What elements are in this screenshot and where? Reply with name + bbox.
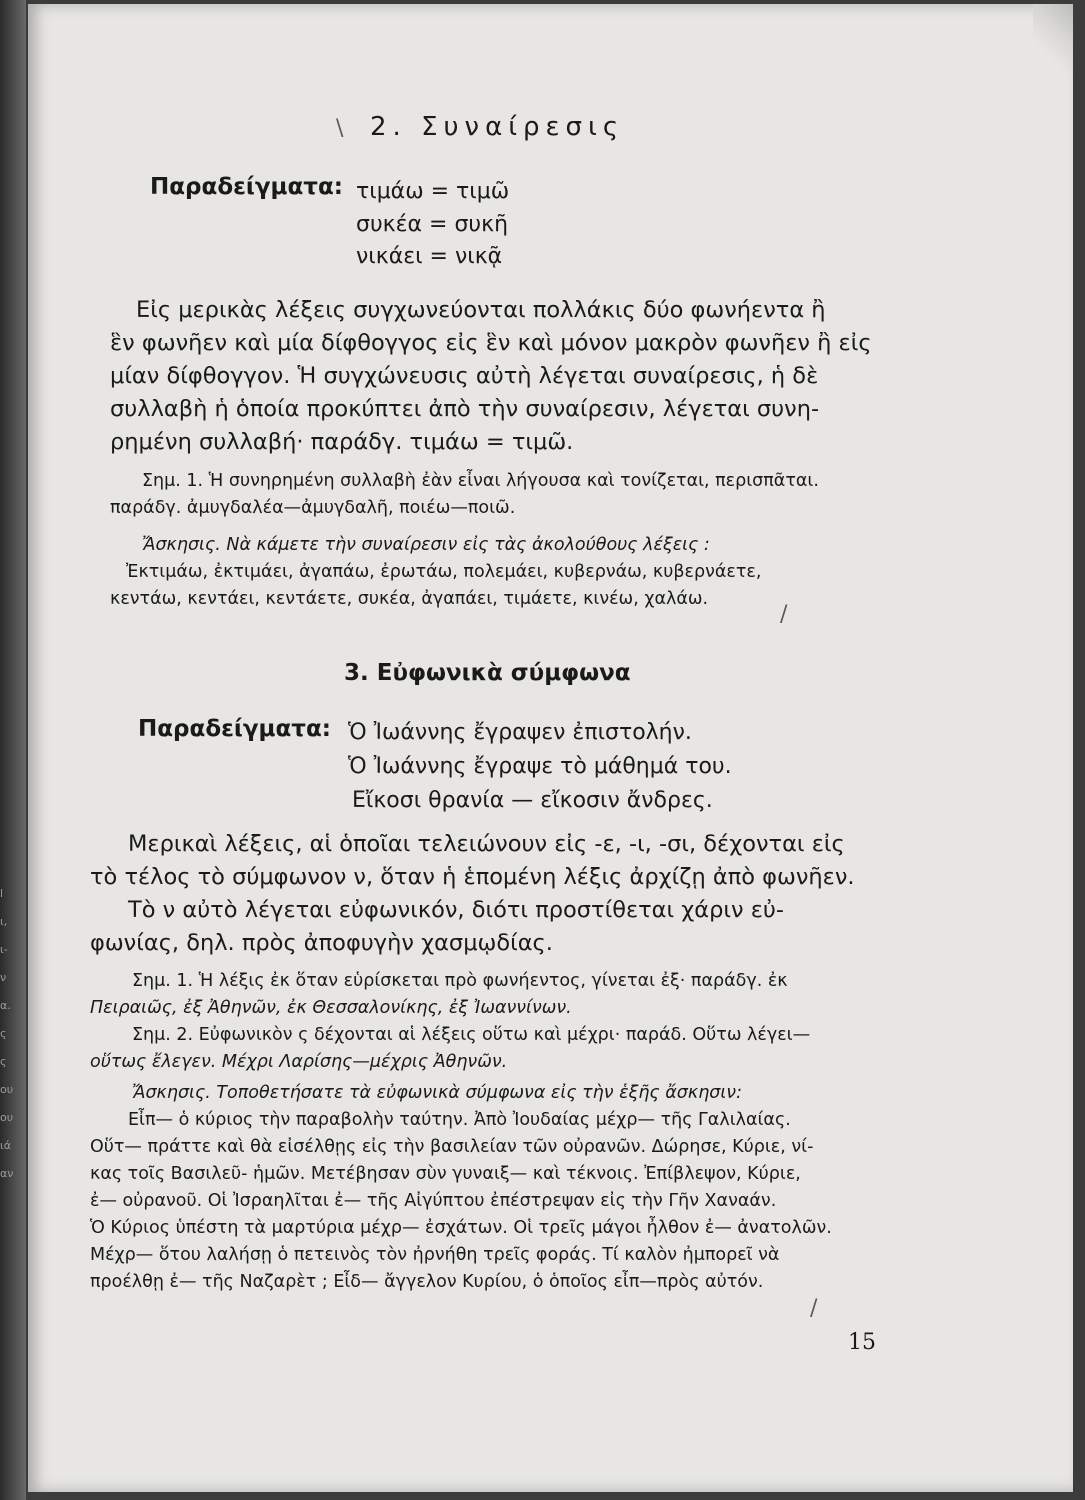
- fragment: ι-: [0, 943, 8, 956]
- note-line: Σημ. 1. Ἡ συνηρημένη συλλαβὴ ἐὰν εἶναι λήγουσα καὶ τονίζεται, περισπᾶται.: [142, 471, 819, 491]
- exercise-line: προέλθῃ ἐ— τῆς Ναζαρὲτ ; Εἶδ— ἄγγελον Κυρίου, ὁ ὁποῖος εἶπ—πρὸς αὐτόν.: [90, 1272, 764, 1292]
- note-line: Σημ. 2. Εὐφωνικὸν ς δέχονται αἱ λέξεις οὕτω καὶ μέχρι· παράδ. Οὕτω λέγει—: [132, 1025, 811, 1045]
- exercise-line: Μέχρ— ὅτου λαλήσῃ ὁ πετεινὸς τὸν ἠρνήθη τρεῖς φοράς. Τί καλὸν ἠμπορεῖ νὰ: [90, 1245, 780, 1265]
- note-line: Πειραιῶς, ἐξ Ἀθηνῶν, ἐκ Θεσσαλονίκης, ἐξ Ἰωαννίνων.: [90, 998, 572, 1018]
- exercise-line: Ἐκτιμάω, ἐκτιμάει, ἀγαπάω, ἐρωτάω, πολεμάει, κυβερνάω, κυβερνάετε,: [126, 562, 762, 582]
- section-2-examples-label: Παραδείγματα:: [150, 174, 343, 200]
- section-3-notes: [90, 968, 990, 1076]
- note-line: Σημ. 1. Ἡ λέξις ἐκ ὅταν εὑρίσκεται πρὸ φωνήεντος, γίνεται ἐξ· παράδγ. ἐκ: [132, 971, 788, 991]
- section-3-exercise: [90, 1080, 1000, 1296]
- pencil-mark: \: [336, 116, 344, 141]
- fragment: ου: [0, 1111, 14, 1124]
- fragment: ου: [0, 1083, 14, 1096]
- body-line: Εἰς μερικὰς λέξεις συγχωνεύονται πολλάκις δύο φωνήεντα ἢ: [136, 297, 826, 323]
- note-line: παράδγ. ἀμυγδαλέα—ἀμυγδαλῆ, ποιέω—ποιῶ.: [110, 498, 516, 518]
- exercise-line: κας τοῖς Βασιλεῦ- ἡμῶν. Μετέβησαν σὺν γυναιξ— καὶ τέκνοις. Ἐπίβλεψον, Κύριε,: [90, 1164, 801, 1184]
- example-line: Ὁ Ἰωάννης ἔγραψε τὸ μάθημά του.: [348, 754, 732, 779]
- note-line: οὕτως ἔλεγεν. Μέχρι Λαρίσης—μέχρις Ἀθηνῶν.: [90, 1052, 508, 1072]
- section-3-title: 3. Εὐφωνικὰ σύμφωνα: [344, 660, 631, 686]
- section-2-title: 2. Συναίρεσις: [370, 112, 625, 142]
- example-line: Ὁ Ἰωάννης ἔγραψεν ἐπιστολήν.: [348, 720, 692, 745]
- example-line: νικάει = νικᾷ: [356, 244, 503, 269]
- fragment: ς: [0, 1055, 7, 1068]
- fragment: αν: [0, 1167, 14, 1180]
- pencil-mark: /: [810, 1296, 818, 1321]
- body-line: συλλαβὴ ἡ ὁποία προκύπτει ἀπὸ τὴν συναίρεσιν, λέγεται συνη-: [110, 396, 820, 422]
- body-line: μίαν δίφθογγον. Ἡ συγχώνευσις αὐτὴ λέγεται συναίρεσις, ἡ δὲ: [110, 363, 819, 389]
- exercise-line: Οὕτ— πράττε καὶ θὰ εἰσέλθῃς εἰς τὴν βασιλείαν τῶν οὐρανῶν. Δώρησε, Κύριε, νί-: [90, 1137, 814, 1157]
- section-3-body: [90, 828, 990, 960]
- exercise-line: ἐ— οὐρανοῦ. Οἱ Ἰσραηλῖται ἐ— τῆς Αἰγύπτου ἐπέστρεψαν εἰς τὴν Γῆν Χαναάν.: [90, 1191, 777, 1211]
- exercise-line: κεντάω, κεντάει, κεντάετε, συκέα, ἀγαπάει, τιμάετε, κινέω, χαλάω.: [110, 589, 709, 609]
- body-line: ρημένη συλλαβή· παράδγ. τιμάω = τιμῶ.: [110, 429, 574, 455]
- exercise-line: Ὁ Κύριος ὑπέστη τὰ μαρτύρια μέχρ— ἐσχάτων. Οἱ τρεῖς μάγοι ἦλθον ἐ— ἀνατολῶν.: [90, 1218, 832, 1238]
- example-line: τιμάω = τιμῶ: [356, 179, 510, 204]
- body-line: φωνίας, δηλ. πρὸς ἀποφυγὴν χασμῳδίας.: [90, 930, 553, 956]
- exercise-line: Εἶπ— ὁ κύριος τὴν παραβολὴν ταύτην. Ἀπὸ Ἰουδαίας μέχρ— τῆς Γαλιλαίας.: [128, 1110, 791, 1130]
- example-line: Εἴκοσι θρανία — εἴκοσιν ἄνδρες.: [352, 788, 713, 813]
- fragment: ν: [0, 971, 7, 984]
- exercise-heading: Ἄσκησις. Νὰ κάμετε τὴν συναίρεσιν εἰς τὰς ἀκολούθους λέξεις :: [142, 535, 710, 555]
- body-line: ἓν φωνῆεν καὶ μία δίφθογγος εἰς ἓν καὶ μόνον μακρὸν φωνῆεν ἢ εἰς: [110, 330, 872, 356]
- fragment: l: [0, 887, 4, 900]
- pencil-mark: /: [780, 602, 788, 627]
- page-corner-curl: [1033, 4, 1073, 74]
- section-2-note: [110, 468, 990, 522]
- fragment: ιά: [0, 1139, 11, 1152]
- section-2-body: [110, 294, 1000, 459]
- body-line: τὸ τέλος τὸ σύμφωνον ν, ὅταν ἡ ἑπομένη λέξις ἀρχίζῃ ἀπὸ φωνῆεν.: [90, 864, 855, 890]
- section-2-exercise: [110, 532, 990, 613]
- exercise-heading: Ἄσκησις. Τοποθετήσατε τὰ εὐφωνικὰ σύμφωνα εἰς τὴν ἑξῆς ἄσκησιν:: [132, 1083, 742, 1103]
- previous-page-edge: [0, 0, 26, 1500]
- book-page: [28, 4, 1073, 1492]
- body-line: Μερικαὶ λέξεις, αἱ ὁποῖαι τελειώνουν εἰς -ε, -ι, -σι, δέχονται εἰς: [128, 831, 845, 857]
- previous-page-fragments: [0, 880, 14, 1188]
- example-line: συκέα = συκῆ: [356, 212, 509, 237]
- fragment: α.: [0, 999, 11, 1012]
- section-3-examples-label: Παραδείγματα:: [138, 716, 331, 742]
- fragment: ι,: [0, 915, 8, 928]
- fragment: ς: [0, 1027, 7, 1040]
- page-number: 15: [848, 1330, 876, 1355]
- body-line: Τὸ ν αὐτὸ λέγεται εὐφωνικόν, διότι προστίθεται χάριν εὐ-: [128, 897, 785, 923]
